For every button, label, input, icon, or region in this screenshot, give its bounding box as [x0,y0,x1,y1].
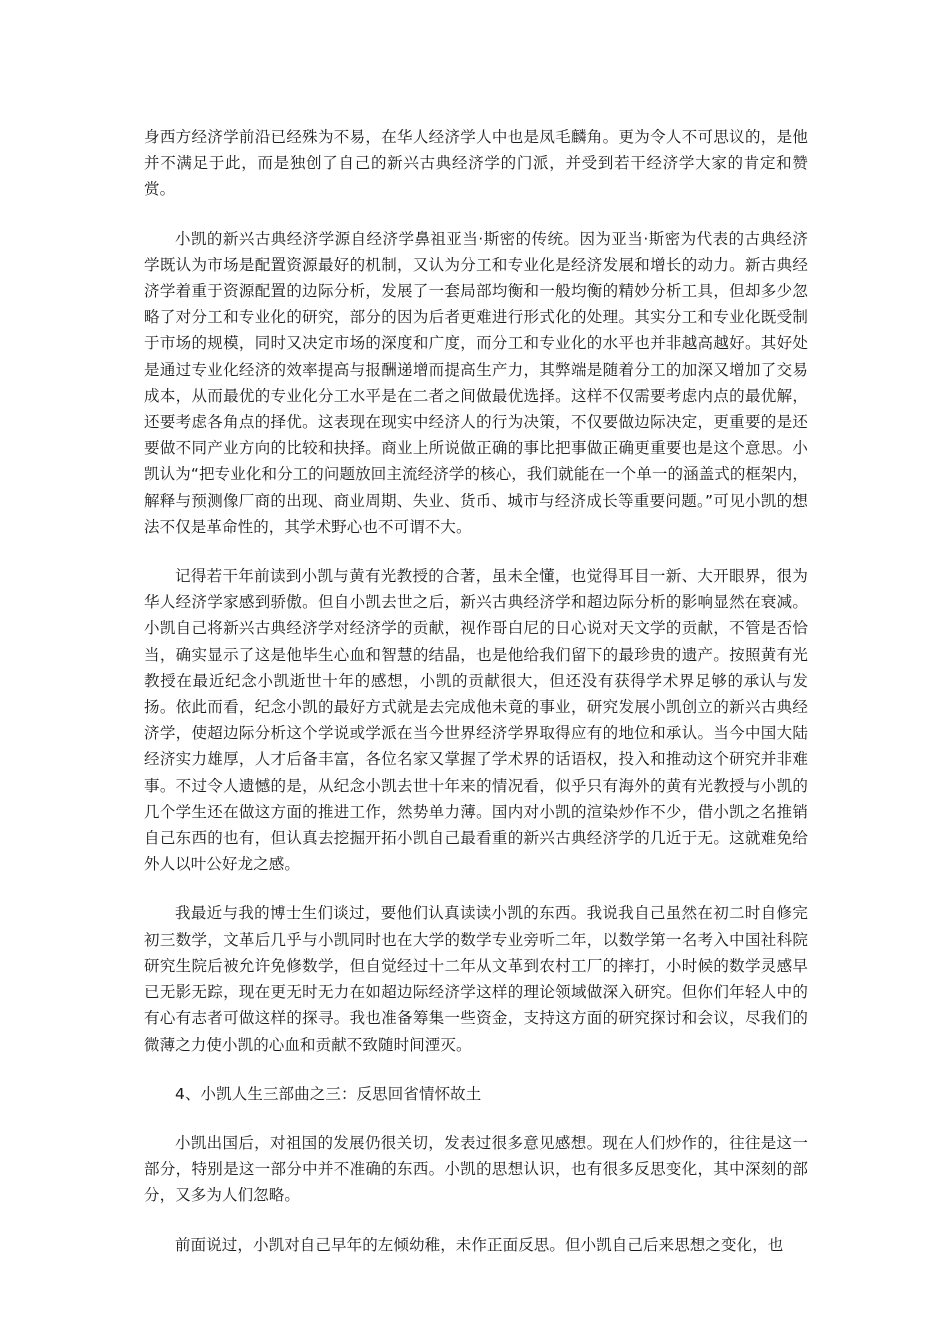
paragraph-6: 前面说过，小凯对自己早年的左倾幼稚，未作正面反思。但小凯自己后来思想之变化，也 [175,1235,784,1254]
paragraph-3: 记得若干年前读到小凯与黄有光教授的合著，虽未全懂，也觉得耳目一新、大开眼界，很为华人经济学家感到骄傲。但自小凯去世之后，新兴古典经济学和超边际分析的影响显然在衰减。小凯自己将新兴古典经济学对经济学的贡献，视作哥白尼的日心说对天文学的贡献，不管是否恰当，确实显示了这是他毕生心血和智慧的结晶，也是他给我们留下的最珍贵的遗产。按照黄有光教授在最近纪念小凯逝世十年的感想，小凯的贡献很大，但还没有获得学术界足够的承认与发扬。依此而看，纪念小凯的最好方式就是去完成他未竟的事业，研究发展小凯创立的新兴古典经济学，使超边际分析这个学说或学派在当今世界经济学界取得应有的地位和承认。当今中国大陆经济实力雄厚，人才后备丰富，各位名家又掌握了学术界的话语权，投入和推动这个研究并非难事。不过令人遗憾的是，从纪念小凯去世十年来的情况看，似乎只有海外的黄有光教授与小凯的几个学生还在做这方面的推进工作，然势单力薄。国内对小凯的渲染炒作不少，借小凯之名推销自己东西的也有，但认真去挖掘开拓小凯自己最看重的新兴古典经济学的几近于无。这就难免给外人以叶公好龙之感。 [144,567,808,874]
paragraph-4: 我最近与我的博士生们谈过，要他们认真读读小凯的东西。我说我自己虽然在初二时自修完初三数学，文革后几乎与小凯同时也在大学的数学专业旁听二年，以数学第一名考入中国社科院研究生院后被允许免修数学，但自觉经过十二年从文革到农村工厂的摔打，小时候的数学灵感早已无影无踪，现在更无时无力在如超边际经济学这样的理论领域做深入研究。但你们年轻人中的有心有志者可做这样的探寻。我也准备筹集一些资金，支持这方面的研究探讨和会议，尽我们的微薄之力使小凯的心血和贡献不致随时间湮灭。 [144,904,808,1054]
paragraph-2: 小凯的新兴古典经济学源自经济学鼻祖亚当·斯密的传统。因为亚当·斯密为代表的古典经济学既认为市场是配置资源最好的机制，又认为分工和专业化是经济发展和增长的动力。新古典经济学着重于资源配置的边际分析，发展了一套局部均衡和一般均衡的精妙分析工具，但却多少忽略了对分工和专业化的研究，部分的因为后者更难进行形式化的处理。其实分工和专业化既受制于市场的规模，同时又决定市场的深度和广度，而分工和专业化的水平也并非越高越好。其好处是通过专业化经济的效率提高与报酬递增而提高生产力，其弊端是随着分工的加深又增加了交易成本，从而最优的专业化分工水平是在二者之间做最优选择。这样不仅需要考虑内点的最优解，还要考虑各角点的择优。这表现在现实中经济人的行为决策，不仅要做边际决定，更重要的是还要做不同产业方向的比较和抉择。商业上所说做正确的事比把事做正确更重要也是这个意思。小凯认为“把专业化和分工的问题放回主流经济学的核心，我们就能在一个单一的涵盖式的框架内，解释与预测像厂商的出现、商业周期、失业、货币、城市与经济成长等重要问题。”可见小凯的想法不仅是革命性的，其学术野心也不可谓不大。 [144,229,808,536]
section-heading: 4、小凯人生三部曲之三：反思回省情怀故土 [175,1084,482,1103]
paragraph-1: 身西方经济学前沿已经殊为不易，在华人经济学人中也是凤毛麟角。更为令人不可思议的，是他并不满足于此，而是独创了自己的新兴古典经济学的门派，并受到若干经济学大家的肯定和赞赏。 [144,128,808,199]
document-body [144,124,808,1281]
paragraph-5: 小凯出国后，对祖国的发展仍很关切，发表过很多意见感想。现在人们炒作的，往往是这一部分，特别是这一部分中并不准确的东西。小凯的思想认识，也有很多反思变化，其中深刻的部分，又多为人们忽略。 [144,1133,808,1205]
